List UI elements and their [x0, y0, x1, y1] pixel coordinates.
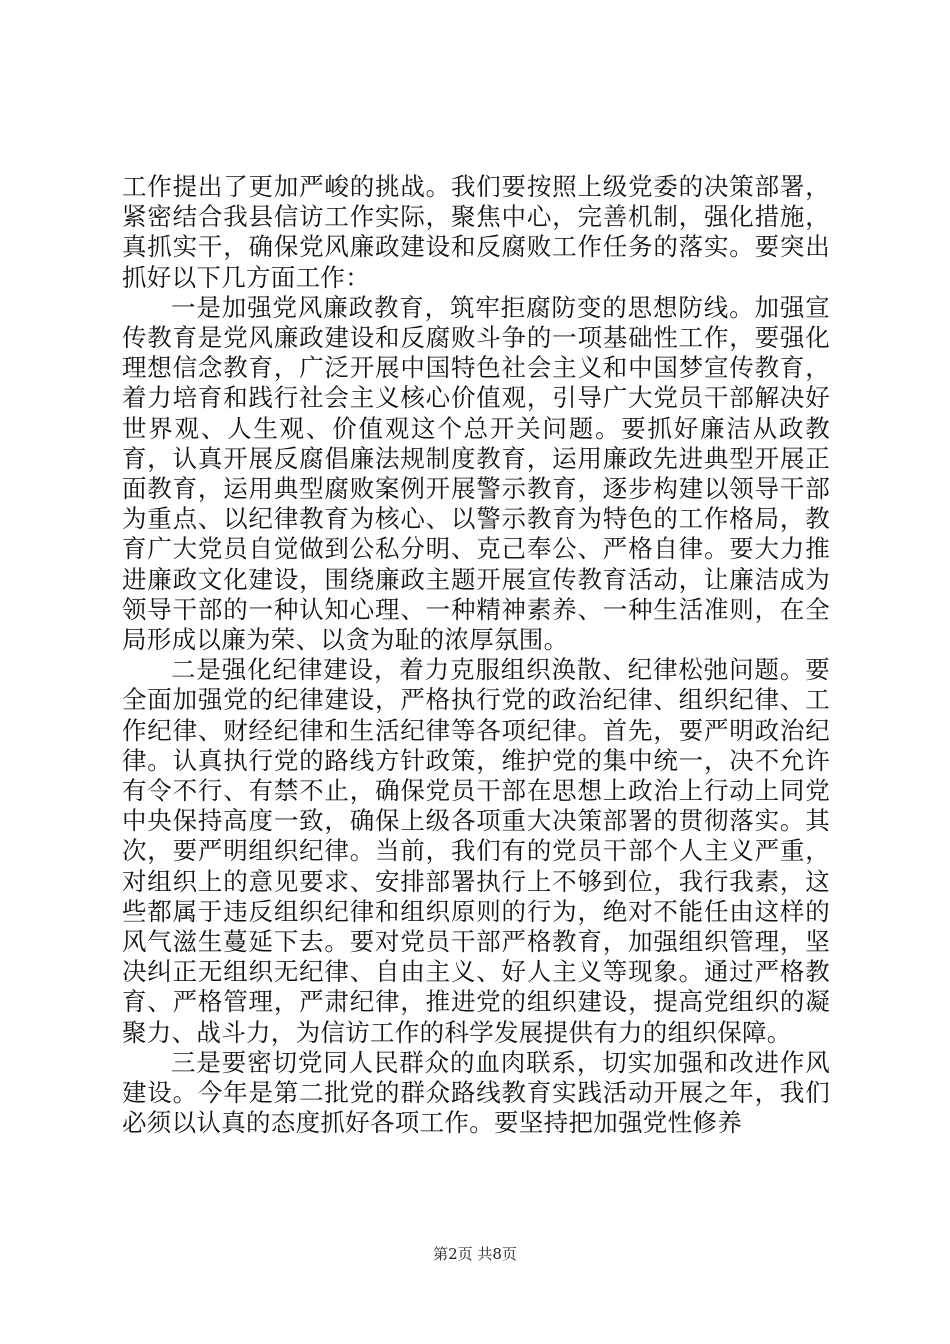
paragraph-continuation: 工作提出了更加严峻的挑战。我们要按照上级党委的决策部署，紧密结合我县信访工作实际，聚焦中心，完善机制，强化措施，真抓实干，确保党风廉政建设和反腐败工作任务的落实。要突出抓好以下几方面工作：	[122, 172, 830, 292]
document-body	[122, 172, 830, 1139]
paragraph-mass-line: 三是要密切党同人民群众的血肉联系，切实加强和改进作风建设。今年是第二批党的群众路线教育实践活动开展之年，我们必须以认真的态度抓好各项工作。要坚持把加强党性修养	[122, 1047, 830, 1138]
page-number-footer: 第2页 共8页	[433, 1245, 517, 1263]
paragraph-discipline: 二是强化纪律建设，着力克服组织涣散、纪律松弛问题。要全面加强党的纪律建设，严格执行党的政治纪律、组织纪律、工作纪律、财经纪律和生活纪律等各项纪律。首先，要严明政治纪律。认真执行党的路线方针政策，维护党的集中统一，决不允许有令不行、有禁不止，确保党员干部在思想上政治上行动上同党中央保持高度一致，确保上级各项重大决策部署的贯彻落实。其次，要严明组织纪律。当前，我们有的党员干部个人主义严重，对组织上的意见要求、安排部署执行上不够到位，我行我素，这些都属于违反组织纪律和组织原则的行为，绝对不能任由这样的风气滋生蔓延下去。要对党员干部严格教育，加强组织管理，坚决纠正无组织无纪律、自由主义、好人主义等现象。通过严格教育、严格管理，严肃纪律，推进党的组织建设，提高党组织的凝聚力、战斗力，为信访工作的科学发展提供有力的组织保障。	[122, 655, 830, 1047]
paragraph-party-education: 一是加强党风廉政教育，筑牢拒腐防变的思想防线。加强宣传教育是党风廉政建设和反腐败斗争的一项基础性工作，要强化理想信念教育，广泛开展中国特色社会主义和中国梦宣传教育，着力培育和践行社会主义核心价值观，引导广大党员干部解决好世界观、人生观、价值观这个总开关问题。要抓好廉洁从政教育，认真开展反腐倡廉法规制度教育，运用廉政先进典型开展正面教育，运用典型腐败案例开展警示教育，逐步构建以领导干部为重点、以纪律教育为核心、以警示教育为特色的工作格局，教育广大党员自觉做到公私分明、克己奉公、严格自律。要大力推进廉政文化建设，围绕廉政主题开展宣传教育活动，让廉洁成为领导干部的一种认知心理、一种精神素养、一种生活准则，在全局形成以廉为荣、以贪为耻的浓厚氛围。	[122, 292, 830, 655]
